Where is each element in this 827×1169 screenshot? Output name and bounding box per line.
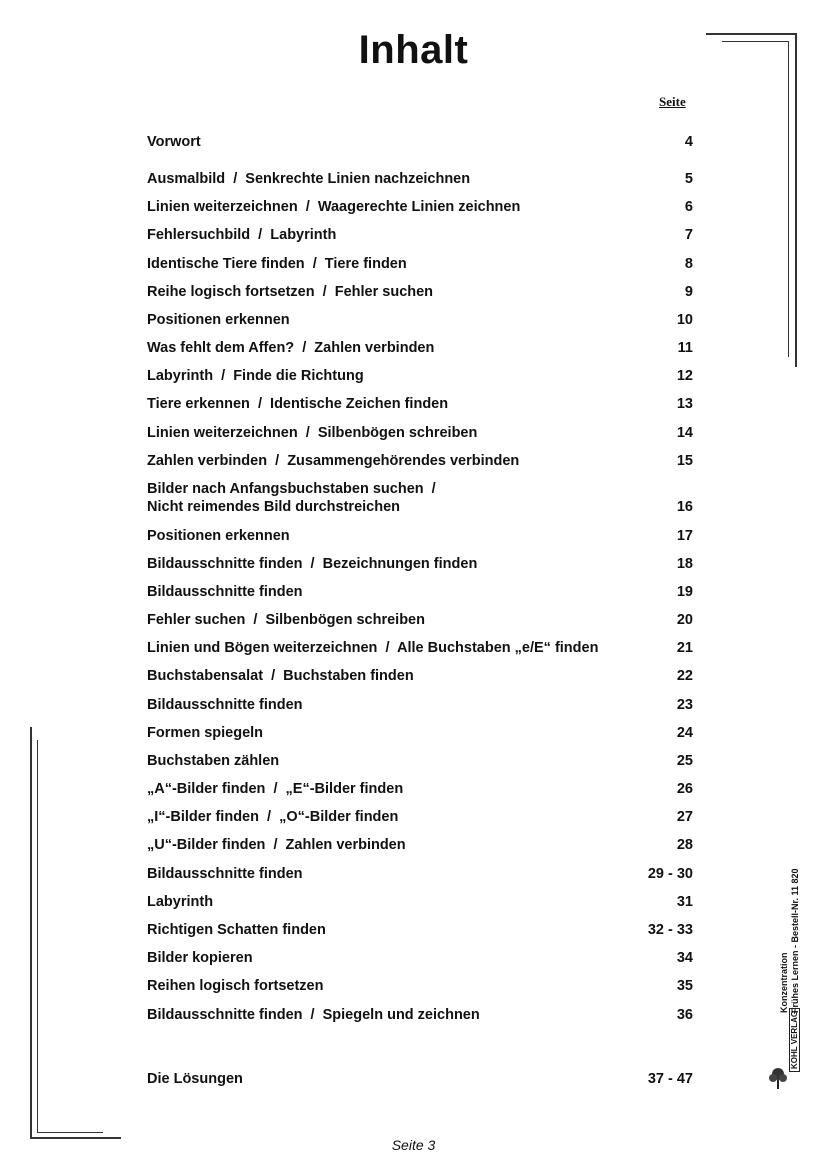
toc-entry-page: 12 — [676, 368, 693, 384]
toc-entry-title: Was fehlt dem Affen? / Zahlen verbinden — [147, 340, 435, 356]
toc-entry-page: 15 — [676, 453, 693, 469]
toc-entry-title: „I“-Bilder finden / „O“-Bilder finden — [147, 809, 399, 825]
toc-entry-page: 21 — [676, 640, 693, 656]
toc-entry-page: 5 — [684, 171, 693, 187]
toc-entry-title: „U“-Bilder finden / Zahlen verbinden — [147, 837, 406, 853]
toc-entry-title: Bildausschnitte finden / Spiegeln und zeichnen — [147, 1007, 480, 1023]
toc-entry-page: 25 — [676, 753, 693, 769]
toc-entry-title: Bildausschnitte finden — [147, 584, 303, 600]
toc-entry-title: Bilder nach Anfangsbuchstaben suchen / — [147, 481, 436, 497]
toc-entry-title: Reihe logisch fortsetzen / Fehler suchen — [147, 284, 434, 300]
toc-entry-page: 35 — [676, 978, 693, 994]
toc-entry-page: 13 — [676, 396, 693, 412]
toc-entry-title: Fehler suchen / Silbenbögen schreiben — [147, 612, 425, 628]
toc-entry-title: Die Lösungen — [147, 1071, 243, 1087]
toc-entry-title: Linien und Bögen weiterzeichnen / Alle Buchstaben „e/E“ finden — [147, 640, 599, 656]
toc-entry-page: 16 — [676, 499, 693, 515]
toc-entry-title: „A“-Bilder finden / „E“-Bilder finden — [147, 781, 404, 797]
toc-entry-page: 34 — [676, 950, 693, 966]
toc-entry-page: 32 - 33 — [647, 922, 693, 938]
toc-entry-page: 8 — [684, 256, 693, 272]
toc-entry-page: 4 — [684, 134, 693, 150]
toc-entry-title: Labyrinth / Finde die Richtung — [147, 368, 364, 384]
toc-entry-page: 6 — [684, 199, 693, 215]
toc-entry-page: 14 — [676, 425, 693, 441]
toc-entry-title: Ausmalbild / Senkrechte Linien nachzeichnen — [147, 171, 471, 187]
toc-entry-page: 20 — [676, 612, 693, 628]
toc-entry-title: Richtigen Schatten finden — [147, 922, 326, 938]
toc-entry-page: 26 — [676, 781, 693, 797]
toc-entry-page: 28 — [676, 837, 693, 853]
toc-entry-title: Formen spiegeln — [147, 725, 264, 741]
toc-entry-title: Bildausschnitte finden — [147, 866, 303, 882]
publisher-logo-icon — [768, 1066, 788, 1090]
toc-entry-title: Fehlersuchbild / Labyrinth — [147, 227, 337, 243]
toc-entry-title: Vorwort — [147, 134, 201, 150]
toc-entry-page: 37 - 47 — [647, 1071, 693, 1087]
sidebar-line-2: Frühes Lernen - Bestell-Nr. 11 820 — [790, 868, 800, 1013]
toc-entry-page: 18 — [676, 556, 693, 572]
sidebar-line-1: Konzentration — [779, 952, 789, 1013]
toc-entry-page: 10 — [676, 312, 693, 328]
toc-entry-page: 31 — [676, 894, 693, 910]
publisher-logo-text: KOHL VERLAG — [789, 1008, 800, 1072]
toc-entry-page: 17 — [676, 528, 693, 544]
toc-entry-page: 36 — [676, 1007, 693, 1023]
toc-entry-page: 29 - 30 — [647, 866, 693, 882]
toc-entry-page: 19 — [676, 584, 693, 600]
toc-entry-page: 7 — [684, 227, 693, 243]
toc-entry-title: Linien weiterzeichnen / Waagerechte Linien zeichnen — [147, 199, 521, 215]
toc-entry-page: 22 — [676, 668, 693, 684]
toc-entry-title: Bilder kopieren — [147, 950, 253, 966]
toc-entry-page: 27 — [676, 809, 693, 825]
page-number-footer: Seite 3 — [391, 1137, 436, 1153]
toc-entry-title: Labyrinth — [147, 894, 214, 910]
toc-entry-title: Buchstabensalat / Buchstaben finden — [147, 668, 414, 684]
toc-entry-title: Bildausschnitte finden / Bezeichnungen finden — [147, 556, 478, 572]
toc-entry-title: Positionen erkennen — [147, 312, 290, 328]
page-column-header: Seite — [659, 94, 686, 109]
toc-entry-title: Positionen erkennen — [147, 528, 290, 544]
toc-entry-title: Identische Tiere finden / Tiere finden — [147, 256, 407, 272]
toc-entry-page: 11 — [677, 340, 693, 356]
toc-entry-page: 9 — [684, 284, 693, 300]
toc-entry-page: 23 — [676, 697, 693, 713]
toc-entry-title: Zahlen verbinden / Zusammengehörendes verbinden — [147, 453, 520, 469]
toc-entry-title: Tiere erkennen / Identische Zeichen finden — [147, 396, 449, 412]
toc-entry-title: Reihen logisch fortsetzen — [147, 978, 324, 994]
toc-entry-page: 24 — [676, 725, 693, 741]
page-title: Inhalt — [358, 28, 469, 72]
toc-entry-title: Buchstaben zählen — [147, 753, 280, 769]
toc-entry-title: Bildausschnitte finden — [147, 697, 303, 713]
toc-entry-title: Linien weiterzeichnen / Silbenbögen schreiben — [147, 425, 478, 441]
toc-entry-title-continued: Nicht reimendes Bild durchstreichen — [147, 499, 401, 515]
